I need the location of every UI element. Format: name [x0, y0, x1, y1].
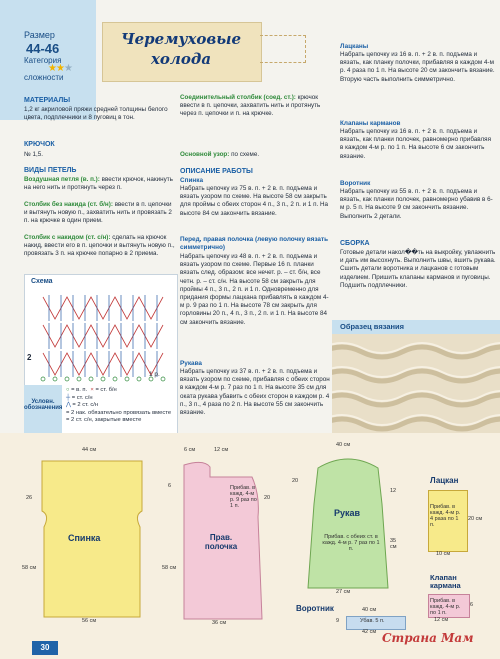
assembly-heading: СБОРКА	[340, 240, 370, 247]
back-dim-h1: 26	[26, 495, 33, 501]
lapel-dim-10: 10 см	[436, 551, 451, 557]
front-text: Набрать цепочку из 48 в. п. + 2 в. п. подъема и вязать узором по схеме. Первые 16 п. планки вязать след. образом: все нечет. р. – ст. б/н, все четн. р. – ст. с/н. На высоте 58 см закрыть для проймы 4 п., 3 п., 2 п. и 1 п. Одновременно для придания формы лацкана прибавлять в каждом 4-м р. 9 раз по 1 п. На высоте 78 см закрыть для горловины 20 п., 4 п., 3 п., 2 п. и 1 п. На высоте 84 см закончить вязание.	[180, 253, 329, 326]
front-dim-36: 36 см	[212, 620, 227, 626]
stitch-5	[180, 151, 332, 159]
lapel-piece	[424, 476, 484, 562]
sleeve-dim-20: 20	[292, 478, 299, 484]
stitch-1-name: Воздушная петля (в. п.):	[24, 176, 100, 183]
legend-item-2dc-closed-text: = 2 ст. с/н, закрытые вместе	[66, 417, 142, 423]
stitch-1	[24, 176, 176, 192]
stitch-2-name: Столбик без накида (ст. б/н):	[24, 201, 113, 208]
front-dim-12: 12 см	[214, 447, 229, 453]
stitch-4-name: Соединительный столбик (соед. ст.):	[180, 94, 296, 101]
difficulty-label: сложности	[24, 73, 64, 82]
cross-icon: ×	[90, 387, 94, 393]
lapels-heading: Лацканы	[340, 43, 369, 50]
flaps-heading: Клапаны карманов	[340, 120, 401, 127]
stitch-4	[180, 94, 332, 119]
front-piece	[162, 447, 271, 626]
collar-piece-label: Воротник	[296, 604, 334, 613]
lapel-piece-note: Прибав. в кажд. 4-м р. 4 раза по 1 п.	[430, 504, 461, 528]
back-heading: Спинка	[180, 177, 204, 184]
materials-text: 1,2 кг акриловой пряжи средней толщины белого цвета, подплечники и 8 пуговиц в тон.	[24, 106, 168, 122]
legend-item-2yo-text: = 2 нак. обязательно провязать вместе	[66, 409, 172, 416]
hook-text: № 1,5.	[24, 151, 44, 158]
knit-sample-photo	[332, 334, 500, 433]
legend-item-dc-text: = ст. с/н	[71, 394, 93, 401]
stitch-4-text: крючок ввести в п. цепочки, захватить нить и протянуть через п. цепочки и п. на крючке.	[180, 94, 321, 118]
two-dc-icon: ⋀	[66, 402, 71, 408]
legend-item-ch-text: = в. п.	[71, 387, 88, 393]
collar-piece-note: Убав. 5 п.	[360, 618, 385, 624]
stitch-5-text: по схеме.	[231, 151, 260, 158]
legend-title-text: Условн. обозначения	[24, 399, 63, 411]
flap-dim-12: 12 см	[434, 617, 449, 623]
legend-item-sc-text: = ст. б/н	[95, 387, 117, 393]
hook-heading: КРЮЧОК	[24, 141, 55, 148]
sleeve-piece	[292, 442, 400, 598]
back-piece-label: Спинка	[68, 533, 101, 543]
scheme-chart-svg	[35, 289, 170, 383]
stitch-1-text: ввести крючок, накинуть на него нить и протянуть через п.	[24, 176, 173, 192]
front-dim-20: 20	[264, 495, 271, 501]
scheme-row-1: 1 р.	[149, 371, 160, 378]
legend-item-dc	[66, 395, 176, 403]
sleeve-text: Набрать цепочку из 37 в. п. + 2 в. п. подъема и вязать узором по схеме, прибавляя с обеих сторон в каждом 4-м р. 7 раз по 1 п. На высоте 35 см для оката рукава убавить с обеих сторон в каждом р. 4 п., 3 п., 4 раза по 2 п. На высоте 55 см закончить вязание.	[180, 368, 330, 417]
stitch-2-text: ввести в п. цепочки и вытянуть новую п., захватить нить и провязать 2 п. на крючке в один прием.	[24, 201, 172, 225]
knit-texture-icon	[332, 334, 500, 433]
back-dim-h2: 58 см	[22, 565, 37, 571]
page-number: 30	[32, 641, 58, 655]
flap-piece-label: Клапан кармана	[430, 573, 461, 590]
stitch-5-name: Основной узор:	[180, 151, 230, 158]
front-piece-note: Прибав. в кажд. 4-м р. 9 раз по 1 п.	[230, 485, 257, 509]
stitch-3	[24, 234, 176, 259]
legend-item-2dc-text: = 2 ст. с/н	[72, 402, 99, 408]
collar-text: Набрать цепочку из 55 в. п. + 2 в. п. подъема и вязать, как планки полочек, равномерно убавив в 6-м р. 5 п. На высоте 9 см закончить вязание. Выполнить 2 детали.	[340, 188, 493, 220]
front-dim-6: 6 см	[184, 447, 196, 453]
size-value: 44-46	[26, 41, 60, 56]
front-dim-58: 58 см	[162, 565, 177, 571]
sleeve-dim-27: 27 см	[336, 589, 351, 595]
sleeve-piece-note: Прибав. с обеих ст. в кажд. 4-м р. 7 раз по 1 п.	[322, 534, 380, 552]
stitch-3-text: сделать на крючок накид, ввести его в п. цепочки и вытянуть новую п., провязать 3 п. на крючке попарно в 2 приема.	[24, 234, 175, 258]
sleeve-piece-label: Рукав	[334, 508, 361, 518]
stitch-3-name: Столбик с накидом (ст. с/н):	[24, 234, 111, 241]
lapels-text: Набрать цепочку из 16 в. п. + 2 в. п. подъема и вязать, как планку полочки, прибавляя в каждом 4-м р. 4 раза по 1 п. На высоте 20 см закончить вязание. Вторую часть выполнить симметрично.	[340, 51, 495, 83]
lapel-piece-label: Лацкан	[430, 476, 459, 485]
sleeve-dim-35: 35 см	[390, 538, 397, 550]
flap-piece	[424, 574, 484, 630]
page-title-line2: холода	[150, 50, 212, 68]
work-heading: ОПИСАНИЕ РАБОТЫ	[180, 168, 253, 175]
scheme-title: Схема	[31, 278, 53, 285]
legend-item-ch	[66, 387, 176, 395]
scheme-row-2: 2	[27, 353, 32, 362]
sleeve-dim-12: 12	[390, 488, 397, 494]
collar-dim-42: 42 см	[362, 629, 377, 635]
sleeve-piece-shape	[296, 448, 400, 598]
materials-heading: МАТЕРИАЛЫ	[24, 97, 71, 104]
back-dim-bottom: 56 см	[82, 618, 97, 624]
legend-items	[66, 387, 176, 425]
photo-heading: Образец вязания	[332, 320, 500, 334]
legend-item-2dc	[66, 402, 176, 410]
difficulty-stars-icon: ★★★	[48, 63, 72, 74]
back-piece	[22, 447, 148, 624]
sleeve-dim-40: 40 см	[336, 442, 351, 448]
collar-dim-9: 9	[336, 618, 340, 624]
lapel-dim-20: 20 см	[468, 516, 483, 522]
front-heading: Перед, правая полочка (левую полочку вязать симметрично)	[180, 236, 329, 251]
assembly-text: Готовые детали накол��ть на выкройку, увлажнить и дать им высохнуть. Выполнить швы, вшить рукава. Сшить детали воротника и лацканов с готовым изделием. Пришить клапаны карманов и пуговицы. Подшить подплечники.	[340, 249, 496, 289]
collar-heading: Воротник	[340, 180, 371, 187]
flaps-text: Набрать цепочку из 16 в. п. + 2 в. п. подъема и вязать, как планки полочек, равномерно прибавляя в каждом 4-м р. по 1 п. На высоте 6 см закончить вязание.	[340, 128, 491, 160]
flap-dim-6: 6	[470, 602, 474, 608]
page-title-line1: Черемуховые	[120, 30, 242, 48]
legend-item-2yo	[66, 410, 176, 418]
front-dim-6b: 6	[168, 483, 172, 489]
front-piece-label: Прав. полочка	[204, 533, 238, 551]
scheme-legend	[24, 385, 176, 433]
size-label: Размер	[24, 30, 55, 40]
stitches-heading: ВИДЫ ПЕТЕЛЬ	[24, 167, 77, 174]
dc-icon: ┼	[66, 394, 71, 401]
collar-dim-40: 40 см	[362, 607, 377, 613]
sleeve-heading: Рукава	[180, 360, 202, 367]
watermark-logo: Страна Мам	[382, 631, 474, 645]
title-decoration	[260, 35, 306, 63]
legend-title	[24, 385, 62, 433]
chain-icon: ○	[66, 387, 70, 393]
back-text: Набрать цепочку из 75 в. п. + 2 в. п. подъема и вязать узором по схеме. На высоте 58 см закрыть для проймы с обеих сторон 4 п., 3 п., 2 п. и 1 п. На высоте 84 см закончить вязание.	[180, 185, 329, 217]
flap-piece-note: Прибав. в кажд. 4-м р. по 1 п.	[430, 598, 461, 616]
legend-item-2dc-closed	[66, 417, 176, 425]
stitch-2	[24, 201, 176, 226]
category-label: Категория	[24, 56, 62, 65]
collar-piece	[296, 604, 406, 634]
back-dim-top: 44 см	[82, 447, 97, 453]
